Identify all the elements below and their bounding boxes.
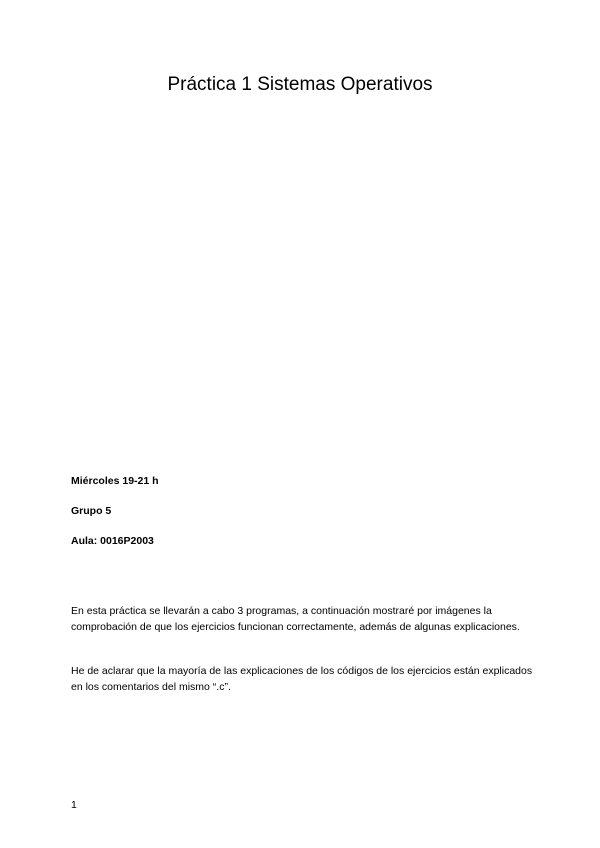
group-label: Grupo 5: [71, 505, 112, 517]
schedule-label: Miércoles 19-21 h: [71, 475, 159, 487]
classroom-label: Aula: 0016P2003: [71, 535, 154, 547]
page-number: 1: [71, 799, 77, 811]
document-title: Práctica 1 Sistemas Operativos: [167, 74, 433, 95]
intro-paragraph: En esta práctica se llevarán a cabo 3 programas, a continuación mostraré por imágenes la comprobación de que los ejercicios funcionan correctamente, además de algunas explicaciones.: [71, 605, 520, 633]
clarification-paragraph: He de aclarar que la mayoría de las explicaciones de los códigos de los ejercicios están explicados en los comentarios del mismo “.c”.: [71, 665, 533, 693]
